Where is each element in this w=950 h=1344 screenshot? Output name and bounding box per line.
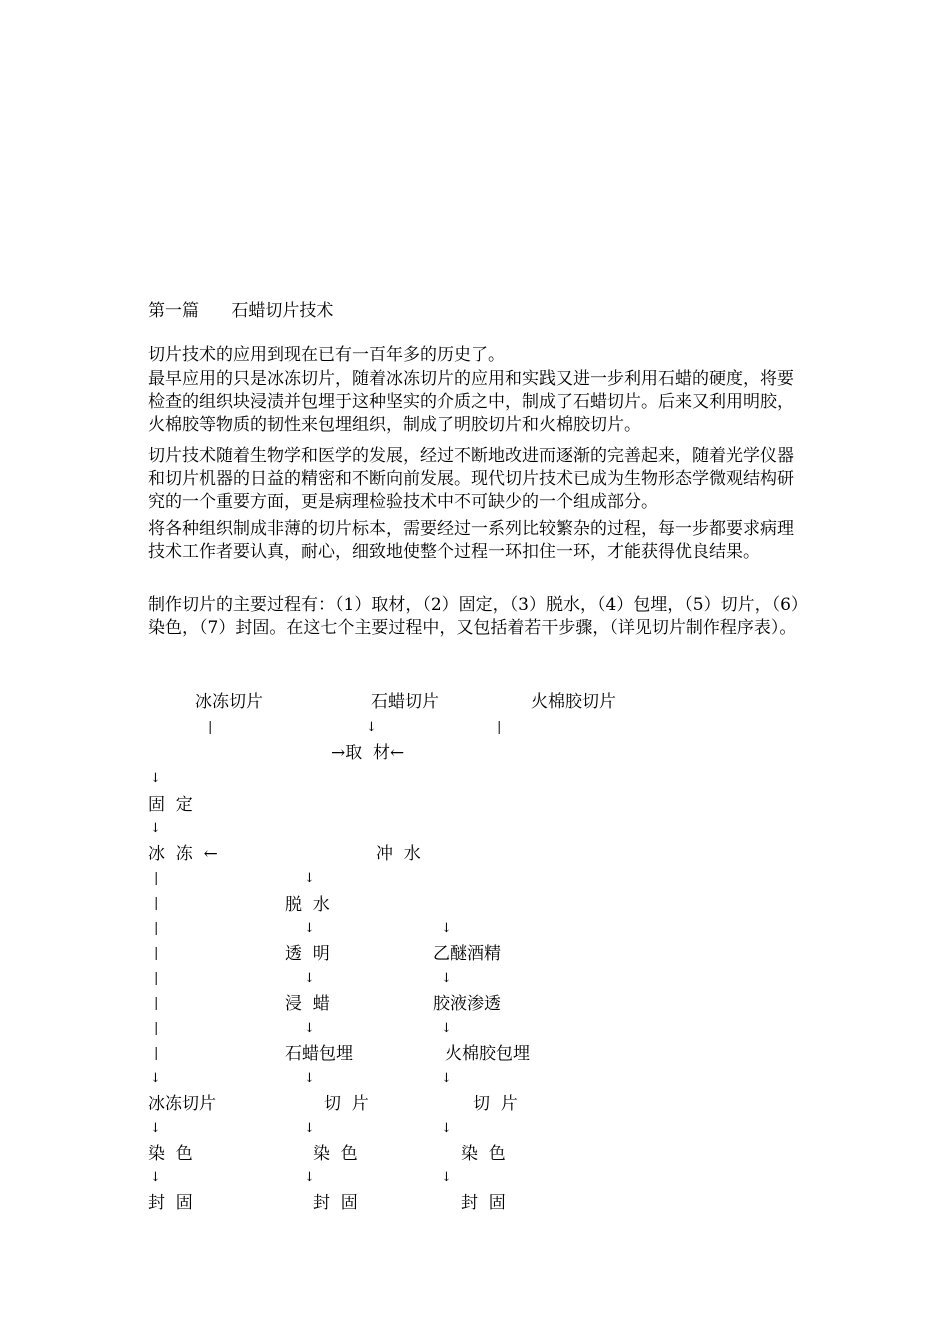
flow-arrow: ↓ — [441, 1071, 452, 1086]
flow-arrow: ↓ — [304, 1021, 315, 1036]
flow-stain-celloidin: 染 色 — [461, 1144, 506, 1164]
flow-bar: | — [154, 871, 159, 886]
flow-bar: | — [154, 1021, 159, 1036]
flow-arrow: ↓ — [304, 871, 315, 886]
flow-bar: | — [154, 996, 159, 1011]
flow-top-paraffin: 石蜡切片 — [371, 692, 439, 712]
flow-bar: | — [497, 720, 502, 735]
flow-top-celloidin: 火棉胶切片 — [531, 692, 616, 712]
flow-mount-celloidin: 封 固 — [461, 1193, 506, 1213]
flow-frozen-section: 冰冻切片 — [148, 1094, 216, 1114]
flow-arrow: ↓ — [441, 921, 452, 936]
flow-clear: 透 明 — [285, 944, 330, 964]
flow-ether-alcohol: 乙醚酒精 — [433, 944, 501, 964]
flow-arrow: ↓ — [441, 1121, 452, 1136]
flow-arrow: ↓ — [366, 720, 377, 735]
flow-arrow: ↓ — [441, 1021, 452, 1036]
flow-celloidin-embed: 火棉胶包埋 — [445, 1044, 530, 1064]
flow-arrow: ↓ — [150, 1071, 161, 1086]
paragraph-1: 切片技术的应用到现在已有一百年多的历史了。 — [148, 345, 505, 365]
paragraph-2: 最早应用的只是冰冻切片，随着冰冻切片的应用和实践又进一步利用石蜡的硬度，将要检查的组织块浸渍并包埋于这种坚实的介质之中，制成了石蜡切片。后来又利用明胶，火棉胶等物质的韧性来包埋组织，制成了明胶切片和火棉胶切片。 — [148, 369, 794, 435]
flow-dehydrate: 脱 水 — [285, 895, 330, 915]
flow-arrow: ↓ — [304, 1121, 315, 1136]
paragraph-5: 制作切片的主要过程有：（1）取材，（2）固定，（3）脱水，（4）包埋，（5）切片，（6）染色，（7）封固。在这七个主要过程中，又包括着若干步骤，（详见切片制作程序表）。 — [148, 595, 808, 638]
flow-paraffin-embed: 石蜡包埋 — [285, 1044, 353, 1064]
flow-section-celloidin: 切 片 — [473, 1094, 518, 1114]
flow-freeze: 冰 冻 ← — [148, 844, 218, 864]
flow-arrow: ↓ — [304, 971, 315, 986]
flow-mount-paraffin: 封 固 — [313, 1193, 358, 1213]
flow-mount-frozen: 封 固 — [148, 1193, 193, 1213]
flow-fix: 固 定 — [148, 795, 193, 815]
flow-arrow: ↓ — [150, 1121, 161, 1136]
flow-arrow: ↓ — [150, 821, 161, 836]
flow-bar: | — [154, 971, 159, 986]
flow-arrow: ↓ — [150, 1170, 161, 1185]
flow-section-paraffin: 切 片 — [324, 1094, 369, 1114]
document-heading: 第一篇 石蜡切片技术 — [148, 301, 334, 321]
flow-arrow: ↓ — [150, 771, 161, 786]
flow-bar: | — [154, 1046, 159, 1061]
flow-arrow: ↓ — [304, 1170, 315, 1185]
flow-infiltrate-wax: 浸 蜡 — [285, 994, 330, 1014]
flow-arrow: ↓ — [304, 1071, 315, 1086]
flow-bar: | — [154, 946, 159, 961]
paragraph-4: 将各种组织制成非薄的切片标本，需要经过一系列比较繁杂的过程，每一步都要求病理技术工作者要认真，耐心，细致地使整个过程一环扣住一环，才能获得优良结果。 — [148, 519, 794, 562]
flow-sampling: →取 材← — [331, 743, 405, 763]
flow-stain-paraffin: 染 色 — [313, 1144, 358, 1164]
flow-bar: | — [154, 896, 159, 911]
flow-glue-infiltrate: 胶液渗透 — [433, 994, 501, 1014]
flow-top-frozen: 冰冻切片 — [195, 692, 263, 712]
flow-arrow: ↓ — [441, 971, 452, 986]
flow-arrow: ↓ — [441, 1170, 452, 1185]
flow-arrow: ↓ — [304, 921, 315, 936]
flow-rinse: 冲 水 — [376, 844, 421, 864]
paragraph-3: 切片技术随着生物学和医学的发展，经过不断地改进而逐渐的完善起来，随着光学仪器和切片机器的日益的精密和不断向前发展。现代切片技术已成为生物形态学微观结构研究的一个重要方面，更是病理检验技术中不可缺少的一个组成部分。 — [148, 446, 794, 512]
flow-bar: | — [154, 921, 159, 936]
flow-stain-frozen: 染 色 — [148, 1144, 193, 1164]
flow-bar: | — [208, 720, 213, 735]
